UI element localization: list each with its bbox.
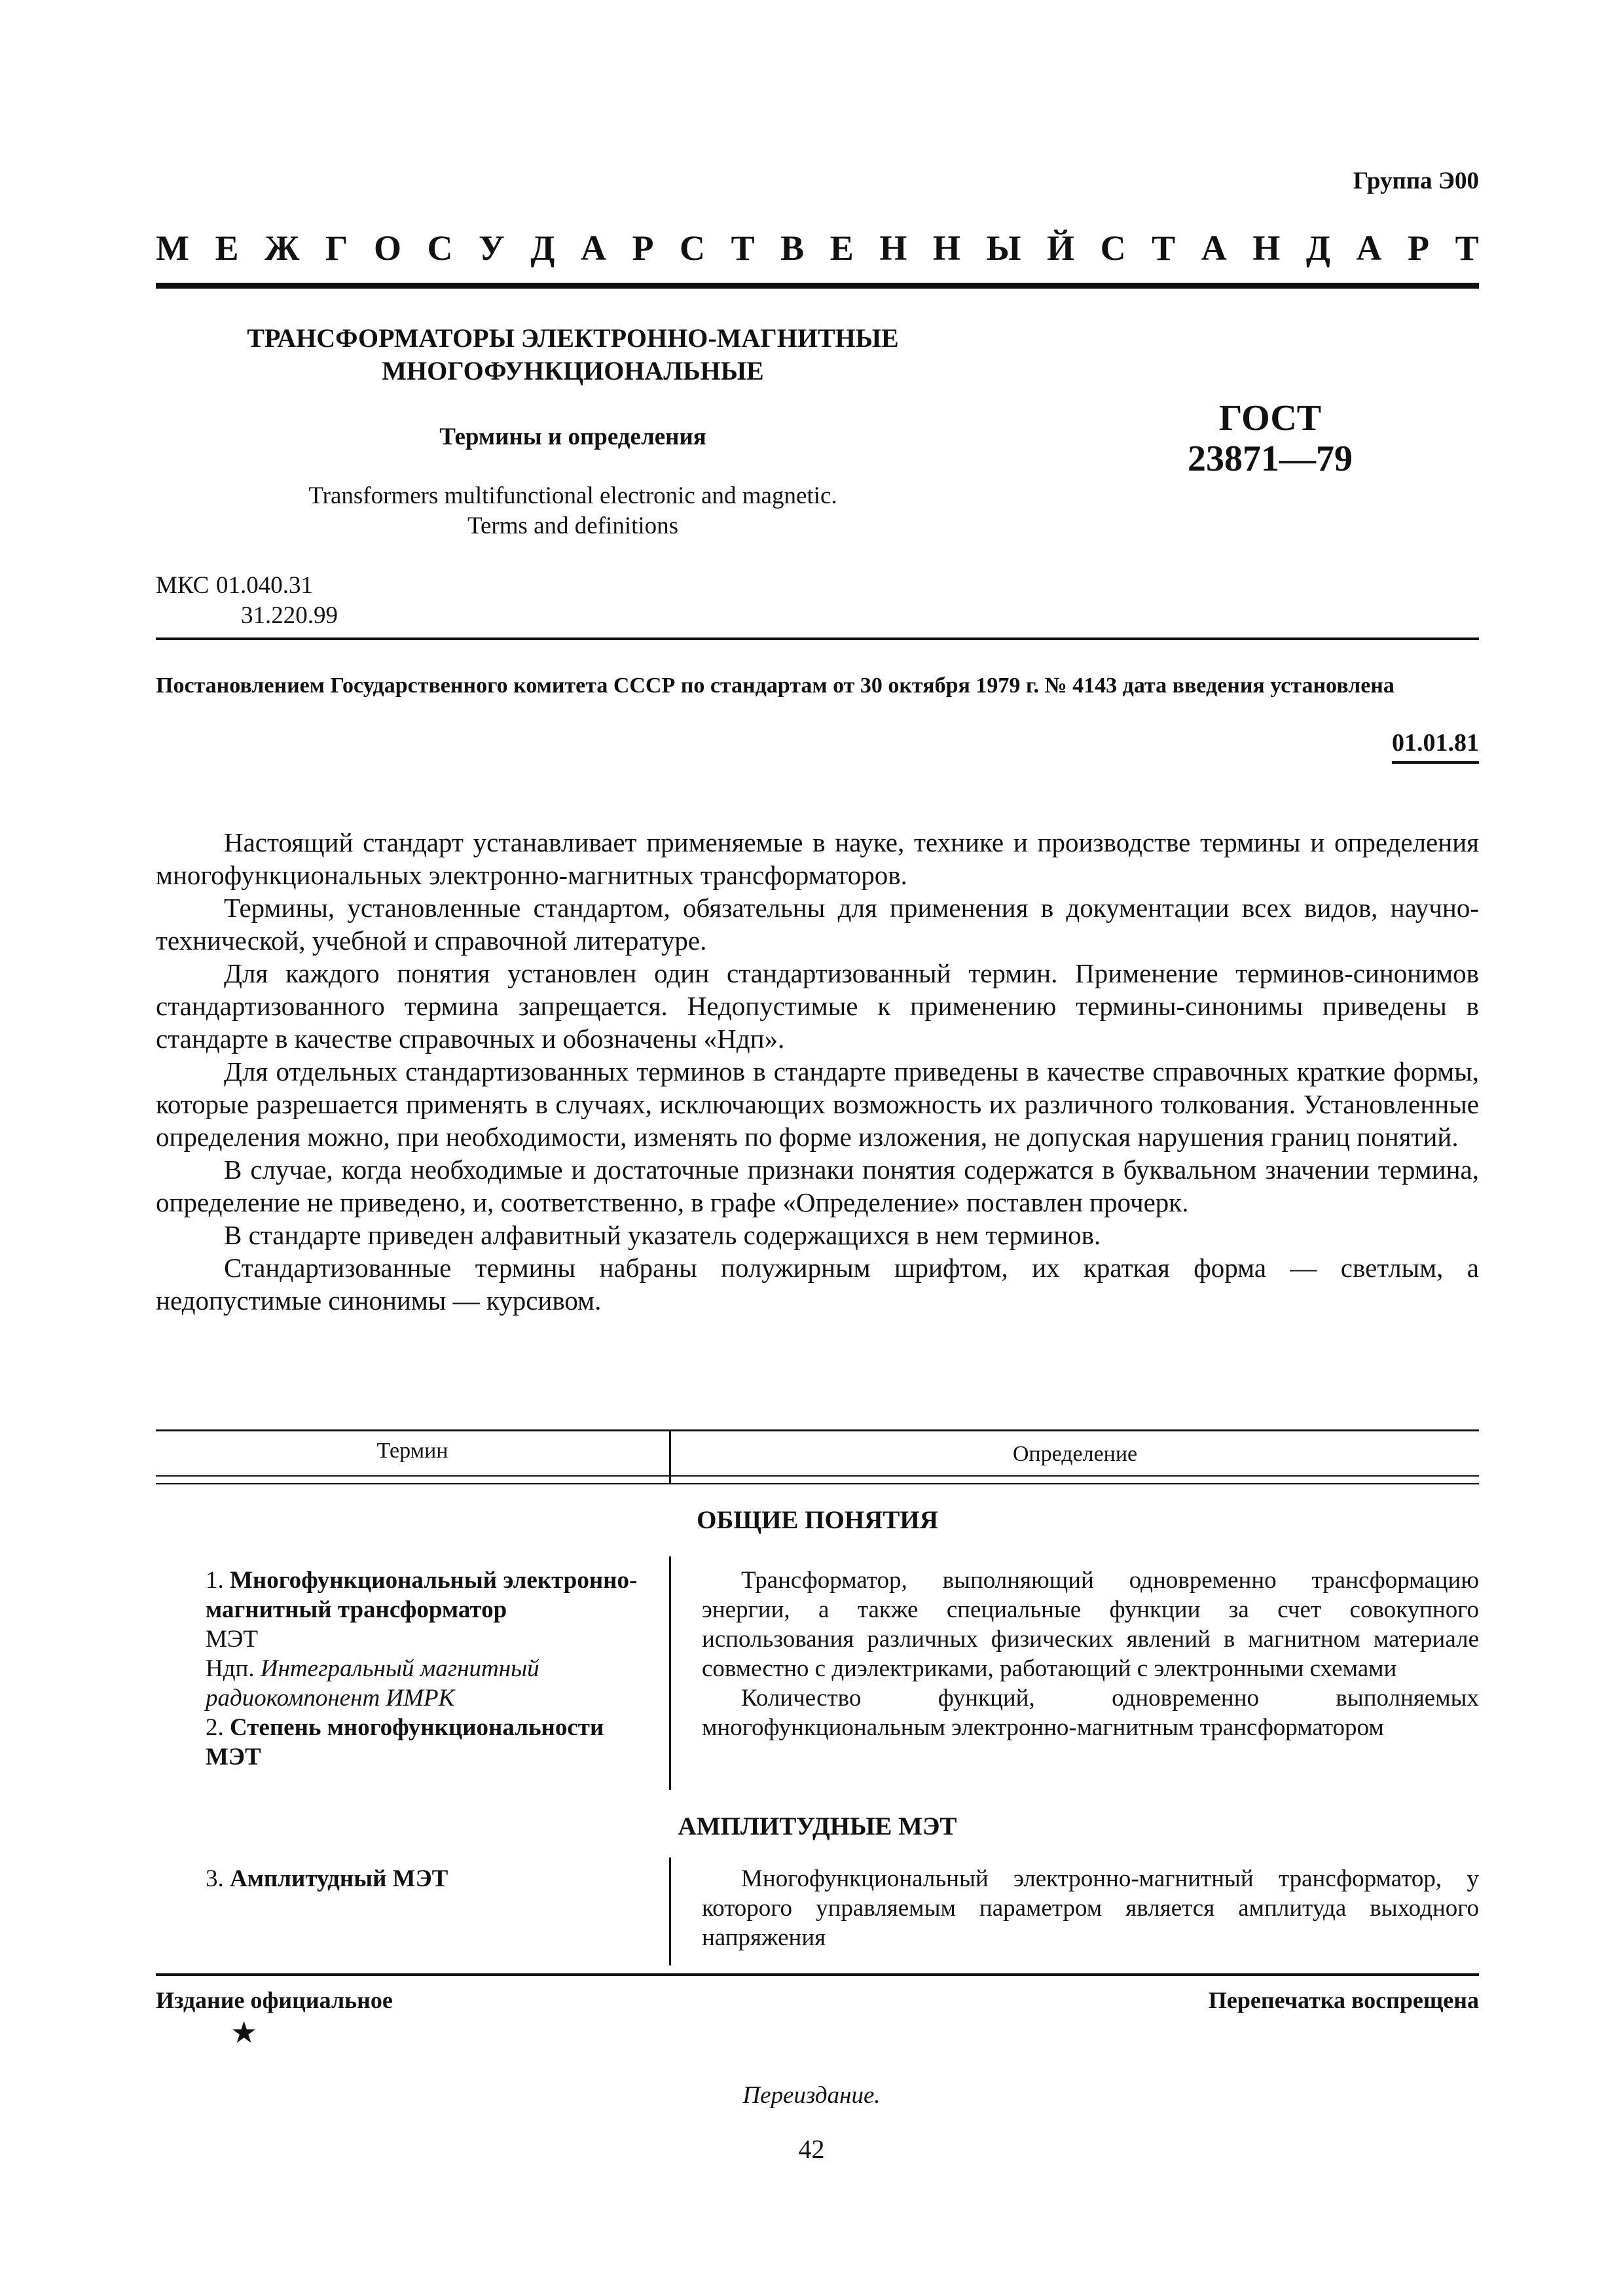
heading-letter: Й bbox=[1047, 228, 1075, 268]
section-heading-amplitude: АМПЛИТУДНЫЕ МЭТ bbox=[678, 1812, 957, 1840]
heading-letter: Т bbox=[731, 228, 755, 268]
interstate-standard-heading bbox=[156, 228, 1479, 268]
heading-letter: Г bbox=[325, 228, 348, 268]
decree-text: Постановлением Государственного комитета СССР по стандартам от 30 октября 1979 г. № 4143 дата введения установлена bbox=[156, 673, 1395, 698]
definitions-cell-amplitude bbox=[702, 1864, 1479, 1952]
introduction-body bbox=[156, 826, 1479, 1317]
ndp-label: Ндп. bbox=[206, 1655, 255, 1682]
body-paragraph: В случае, когда необходимые и достаточные признаки понятия содержатся в буквальном значении термина, определение не приведено, и, соответственно, в графе «Определение» поставлен прочерк. bbox=[156, 1155, 1479, 1217]
subtitle-english-line-1: Transformers multifunctional electronic and magnetic. bbox=[308, 482, 837, 509]
heading-letter: А bbox=[580, 228, 606, 268]
heading-letter: Т bbox=[1152, 228, 1176, 268]
definitions-cell-general bbox=[702, 1566, 1479, 1742]
term-3 bbox=[156, 1864, 657, 1893]
gost-designation bbox=[1126, 398, 1414, 479]
body-paragraph: Для отдельных стандартизованных терминов в стандарте приведены в качестве справочных краткие формы, которые разрешается применять в случаях, исключающих возможность их различного толкования. Установленные определения можно, при необходимости, изменять по форме изложения, не допуская нарушения границ понятий. bbox=[156, 1056, 1479, 1152]
term-1 bbox=[156, 1566, 657, 1624]
column-divider bbox=[669, 1857, 671, 1965]
introduction-date: 01.01.81 bbox=[1392, 728, 1479, 764]
ndp-synonym: Интегральный магнитный радиокомпонент ИМРК bbox=[206, 1655, 539, 1712]
heading-letter: У bbox=[479, 228, 505, 268]
heading-letter: Е bbox=[830, 228, 854, 268]
heading-letter: А bbox=[1356, 228, 1382, 268]
star-icon: ★ bbox=[230, 2016, 258, 2049]
definition-1: Трансформатор, выполняющий одновременно трансформацию энергии, а также специальные функции за счет совокупного использования различных физических явлений в магнитном материале совместно с диэлектриками, работающий с электронными схемами bbox=[702, 1567, 1479, 1682]
heading-letter: Ы bbox=[986, 228, 1021, 268]
mks-code-2: 31.220.99 bbox=[241, 602, 338, 629]
subtitle-english bbox=[156, 481, 990, 541]
table-header-term: Термин bbox=[376, 1439, 448, 1463]
term-2 bbox=[156, 1713, 657, 1772]
heading-letter: С bbox=[427, 228, 453, 268]
bottom-rule bbox=[156, 1973, 1479, 1976]
top-rule bbox=[156, 283, 1479, 289]
term-1-ndp bbox=[156, 1654, 657, 1713]
subtitle-english-line-2: Terms and definitions bbox=[467, 512, 679, 539]
title-line-1: ТРАНСФОРМАТОРЫ ЭЛЕКТРОННО-МАГНИТНЫЕ bbox=[247, 323, 899, 353]
mks-codes bbox=[156, 571, 338, 629]
mks-code-1: 01.040.31 bbox=[216, 572, 313, 599]
body-paragraph: В стандарте приведен алфавитный указатель содержащихся в нем терминов. bbox=[224, 1220, 1101, 1250]
heading-letter: С bbox=[680, 228, 706, 268]
term-name: Степень многофункциональности МЭТ bbox=[206, 1714, 604, 1770]
heading-letter: М bbox=[156, 228, 189, 268]
title-line-2: МНОГОФУНКЦИОНАЛЬНЫЕ bbox=[382, 356, 764, 386]
body-paragraph: Стандартизованные термины набраны полужирным шрифтом, их краткая форма — светлым, а недопустимые синонимы — курсивом. bbox=[156, 1253, 1479, 1316]
heading-letter: Т bbox=[1455, 228, 1479, 268]
term-name: Амплитудный МЭТ bbox=[230, 1865, 448, 1892]
table-header-rule bbox=[156, 1475, 1479, 1477]
heading-letter: А bbox=[1201, 228, 1227, 268]
heading-letter: Р bbox=[1408, 228, 1430, 268]
terms-cell-amplitude bbox=[156, 1864, 657, 1893]
section-heading-general: ОБЩИЕ ПОНЯТИЯ bbox=[697, 1506, 938, 1534]
heading-letter: Р bbox=[632, 228, 654, 268]
heading-letter: О bbox=[373, 228, 401, 268]
terms-cell-general bbox=[156, 1566, 657, 1772]
mks-label: МКС bbox=[156, 572, 210, 599]
column-divider bbox=[669, 1556, 671, 1790]
heading-letter: Д bbox=[1305, 228, 1330, 268]
middle-rule bbox=[156, 637, 1479, 640]
table-top-rule bbox=[156, 1429, 1479, 1431]
term-name: Многофункциональный электронно-магнитный трансформатор bbox=[206, 1567, 638, 1623]
body-paragraph: Термины, установленные стандартом, обязательны для применения в документации всех видов, научно-технической, учебной и справочной литературе. bbox=[156, 893, 1479, 956]
gost-label: ГОСТ bbox=[1218, 398, 1322, 439]
heading-letter: Д bbox=[530, 228, 555, 268]
group-code: Группа Э00 bbox=[1353, 168, 1479, 194]
term-number: 1. bbox=[206, 1567, 224, 1594]
heading-letter: Н bbox=[932, 228, 960, 268]
term-1-short: МЭТ bbox=[206, 1626, 258, 1653]
heading-letter: Н bbox=[1252, 228, 1281, 268]
heading-letter: Н bbox=[879, 228, 907, 268]
table-header-definition: Определение bbox=[1012, 1442, 1138, 1466]
heading-letter: В bbox=[780, 228, 805, 268]
body-paragraph: Настоящий стандарт устанавливает применяемые в науке, технике и производстве термины и определения многофункциональных электронно-магнитных трансформаторов. bbox=[156, 827, 1479, 890]
heading-letter: Е bbox=[215, 228, 239, 268]
term-number: 2. bbox=[206, 1714, 224, 1741]
reprint-prohibited-label: Перепечатка воспрещена bbox=[1208, 1987, 1479, 2013]
table-header-rule bbox=[156, 1483, 1479, 1484]
gost-number: 23871—79 bbox=[1188, 439, 1353, 479]
heading-letter: С bbox=[1100, 228, 1126, 268]
definition-2: Количество функций, одновременно выполняемых многофункциональным электронно-магнитным трансформатором bbox=[702, 1685, 1479, 1741]
page-number: 42 bbox=[798, 2134, 825, 2164]
document-title bbox=[156, 322, 990, 387]
term-number: 3. bbox=[206, 1865, 224, 1892]
reissue-note: Переиздание. bbox=[742, 2082, 881, 2109]
subtitle-russian: Термины и определения bbox=[439, 423, 706, 450]
definition-3: Многофункциональный электронно-магнитный трансформатор, у которого управляемым параметром является амплитуда выходного напряжения bbox=[702, 1865, 1479, 1951]
body-paragraph: Для каждого понятия установлен один стандартизованный термин. Применение терминов-синонимов стандартизованного термина запрещается. Недопустимые к применению термины-синонимы приведены в стандарте в качестве справочных и обозначены «Ндп». bbox=[156, 958, 1479, 1054]
official-edition-label: Издание официальное bbox=[156, 1987, 393, 2013]
heading-letter: Ж bbox=[264, 228, 300, 268]
